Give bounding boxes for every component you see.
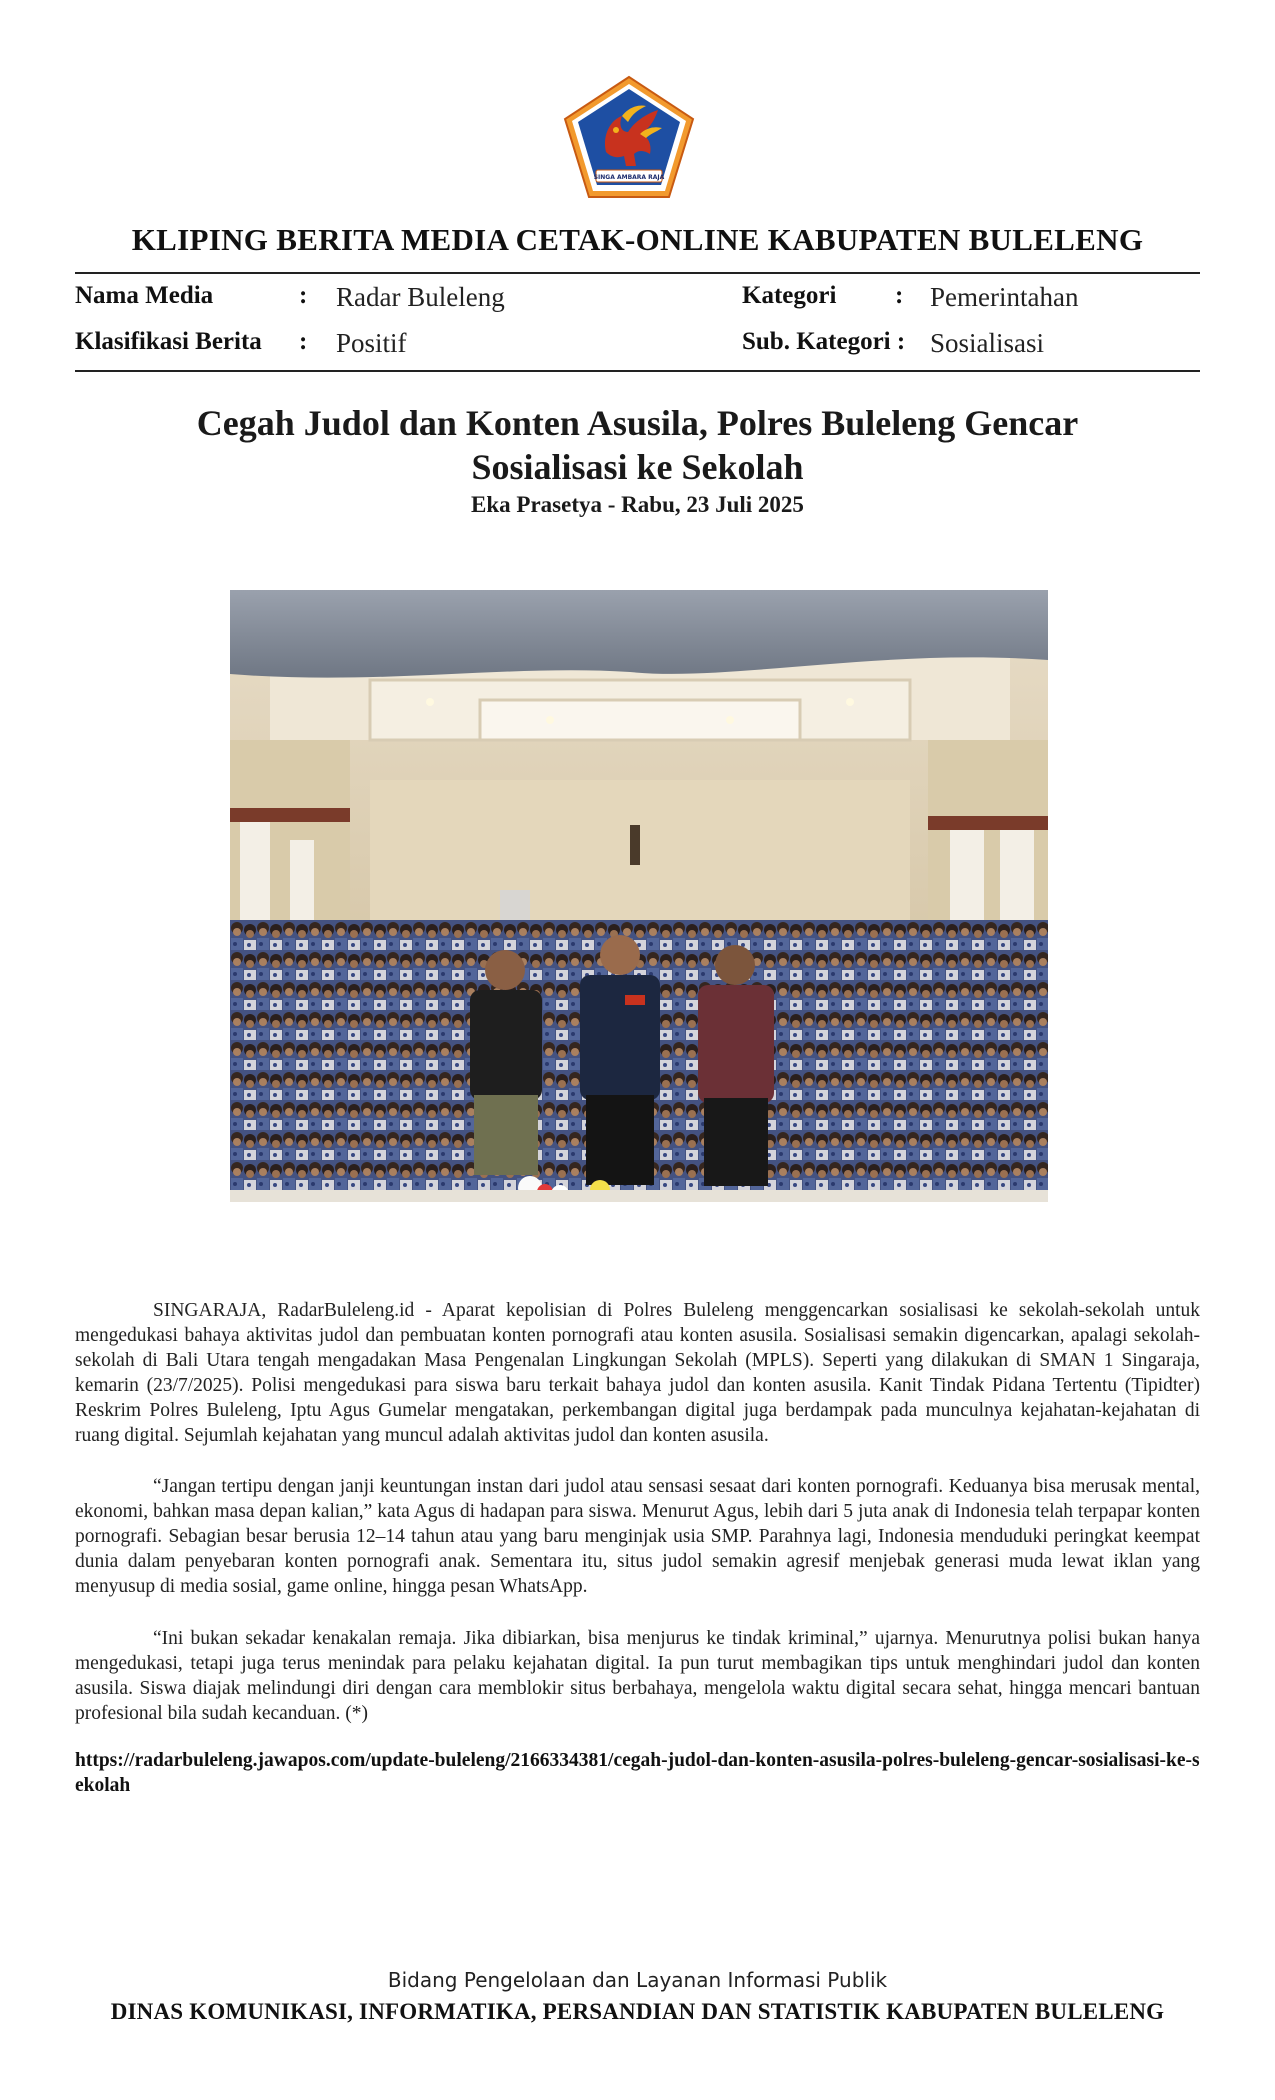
header-divider-bottom <box>75 370 1200 372</box>
article-paragraph-3 <box>75 1626 1200 1726</box>
article-photo-illustration <box>230 590 1048 1202</box>
sub-kategori-label <box>742 328 905 356</box>
article-byline: Eka Prasetya - Rabu, 23 Juli 2025 <box>471 492 804 517</box>
nama-media-label: Nama Media <box>75 282 214 309</box>
sub-kategori-label-text: Sub. Kategori <box>742 328 891 355</box>
sub-kategori-colon: : <box>896 328 906 355</box>
singa-ambara-raja-emblem <box>562 74 696 200</box>
article-paragraph-1 <box>75 1298 1200 1448</box>
article-headline-line1: Cegah Judol dan Konten Asusila, Polres Buleleng Gencar <box>196 403 1079 443</box>
article-paragraph-2-text: “Jangan tertipu dengan janji keuntungan instan dari judol atau sensasi sesaat dari konten pornografi. Keduanya bisa merusak mental, ekonomi, bahkan masa depan kalian,” kata Agus di hadapan para siswa. Menurut Agus, lebih dari 5 juta anak di Indonesia telah terpapar konten pornografi. Sebagian besar berusia 12–14 tahun atau yang baru menginjak usia SMP. Parahnya lagi, Indonesia menduduki peringkat keempat dunia dalam penyebaran konten pornografi anak. Sementara itu, situs judol semakin agresif menjebak generasi muda lewat iklan yang menyusup di media sosial, game online, hingga pesan WhatsApp. <box>75 1476 1200 1597</box>
sub-kategori-value: Sosialisasi <box>930 328 1045 358</box>
nama-media-colon: : <box>299 282 308 309</box>
clipping-header-title: KLIPING BERITA MEDIA CETAK-ONLINE KABUPATEN BULELENG <box>131 222 1144 257</box>
article-photo <box>230 590 1048 1202</box>
kategori-value: Pemerintahan <box>930 282 1079 312</box>
klasifikasi-label: Klasifikasi Berita <box>75 328 262 355</box>
kategori-colon: : <box>895 282 904 309</box>
nama-media-value: Radar Buleleng <box>336 282 505 312</box>
klasifikasi-colon: : <box>299 328 308 355</box>
footer-agency: DINAS KOMUNIKASI, INFORMATIKA, PERSANDIAN DAN STATISTIK KABUPATEN BULELENG <box>110 1999 1165 2024</box>
article-paragraph-3-text: “Ini bukan sekadar kenakalan remaja. Jika dibiarkan, bisa menjurus ke tindak kriminal,” ujarnya. Menurutnya polisi bukan hanya mengedukasi, tetapi juga terus menindak para pelaku kejahatan digital. Ia pun turut membagikan tips untuk menghindari judol dan konten asusila. Siswa diajak melindungi diri dengan cara memblokir situs berbahaya, mengelola waktu digital secara sehat, hingga mencari bantuan profesional bila sudah kecanduan. (*) <box>75 1628 1200 1724</box>
article-paragraph-2 <box>75 1474 1200 1599</box>
article-paragraph-1-text: SINGARAJA, RadarBuleleng.id - Aparat kepolisian di Polres Buleleng menggencarkan sosialisasi ke sekolah-sekolah untuk mengedukasi bahaya aktivitas judol dan pembuatan konten pornografi atau konten asusila. Sosialisasi semakin digencarkan, apalagi sekolah-sekolah di Bali Utara tengah mengadakan Masa Pengenalan Lingkungan Sekolah (MPLS). Seperti yang dilakukan di SMAN 1 Singaraja, kemarin (23/7/2025). Polisi mengedukasi para siswa baru terkait bahaya judol dan konten asusila. Kanit Tindak Pidana Tertentu (Tipidter) Reskrim Polres Buleleng, Iptu Agus Gumelar mengatakan, perkembangan digital juga berdampak pada munculnya kejahatan-kejahatan di ruang digital. Sejumlah kejahatan yang muncul adalah aktivitas judol dan konten asusila. <box>75 1300 1200 1446</box>
header-divider-top <box>75 272 1200 274</box>
kategori-label: Kategori <box>742 282 837 309</box>
logo-caption: SINGA AMBARA RAJA <box>593 174 665 181</box>
logo <box>562 74 696 200</box>
article-headline-line2: Sosialisasi ke Sekolah <box>471 447 804 487</box>
footer-department: Bidang Pengelolaan dan Layanan Informasi Publik <box>387 1968 888 1992</box>
article-source-link[interactable]: https://radarbuleleng.jawapos.com/update-buleleng/2166334381/cegah-judol-dan-konten-asusila-polres-buleleng-gencar-sosialisasi-ke-sekolah <box>75 1750 1200 1796</box>
klasifikasi-value: Positif <box>336 328 407 358</box>
